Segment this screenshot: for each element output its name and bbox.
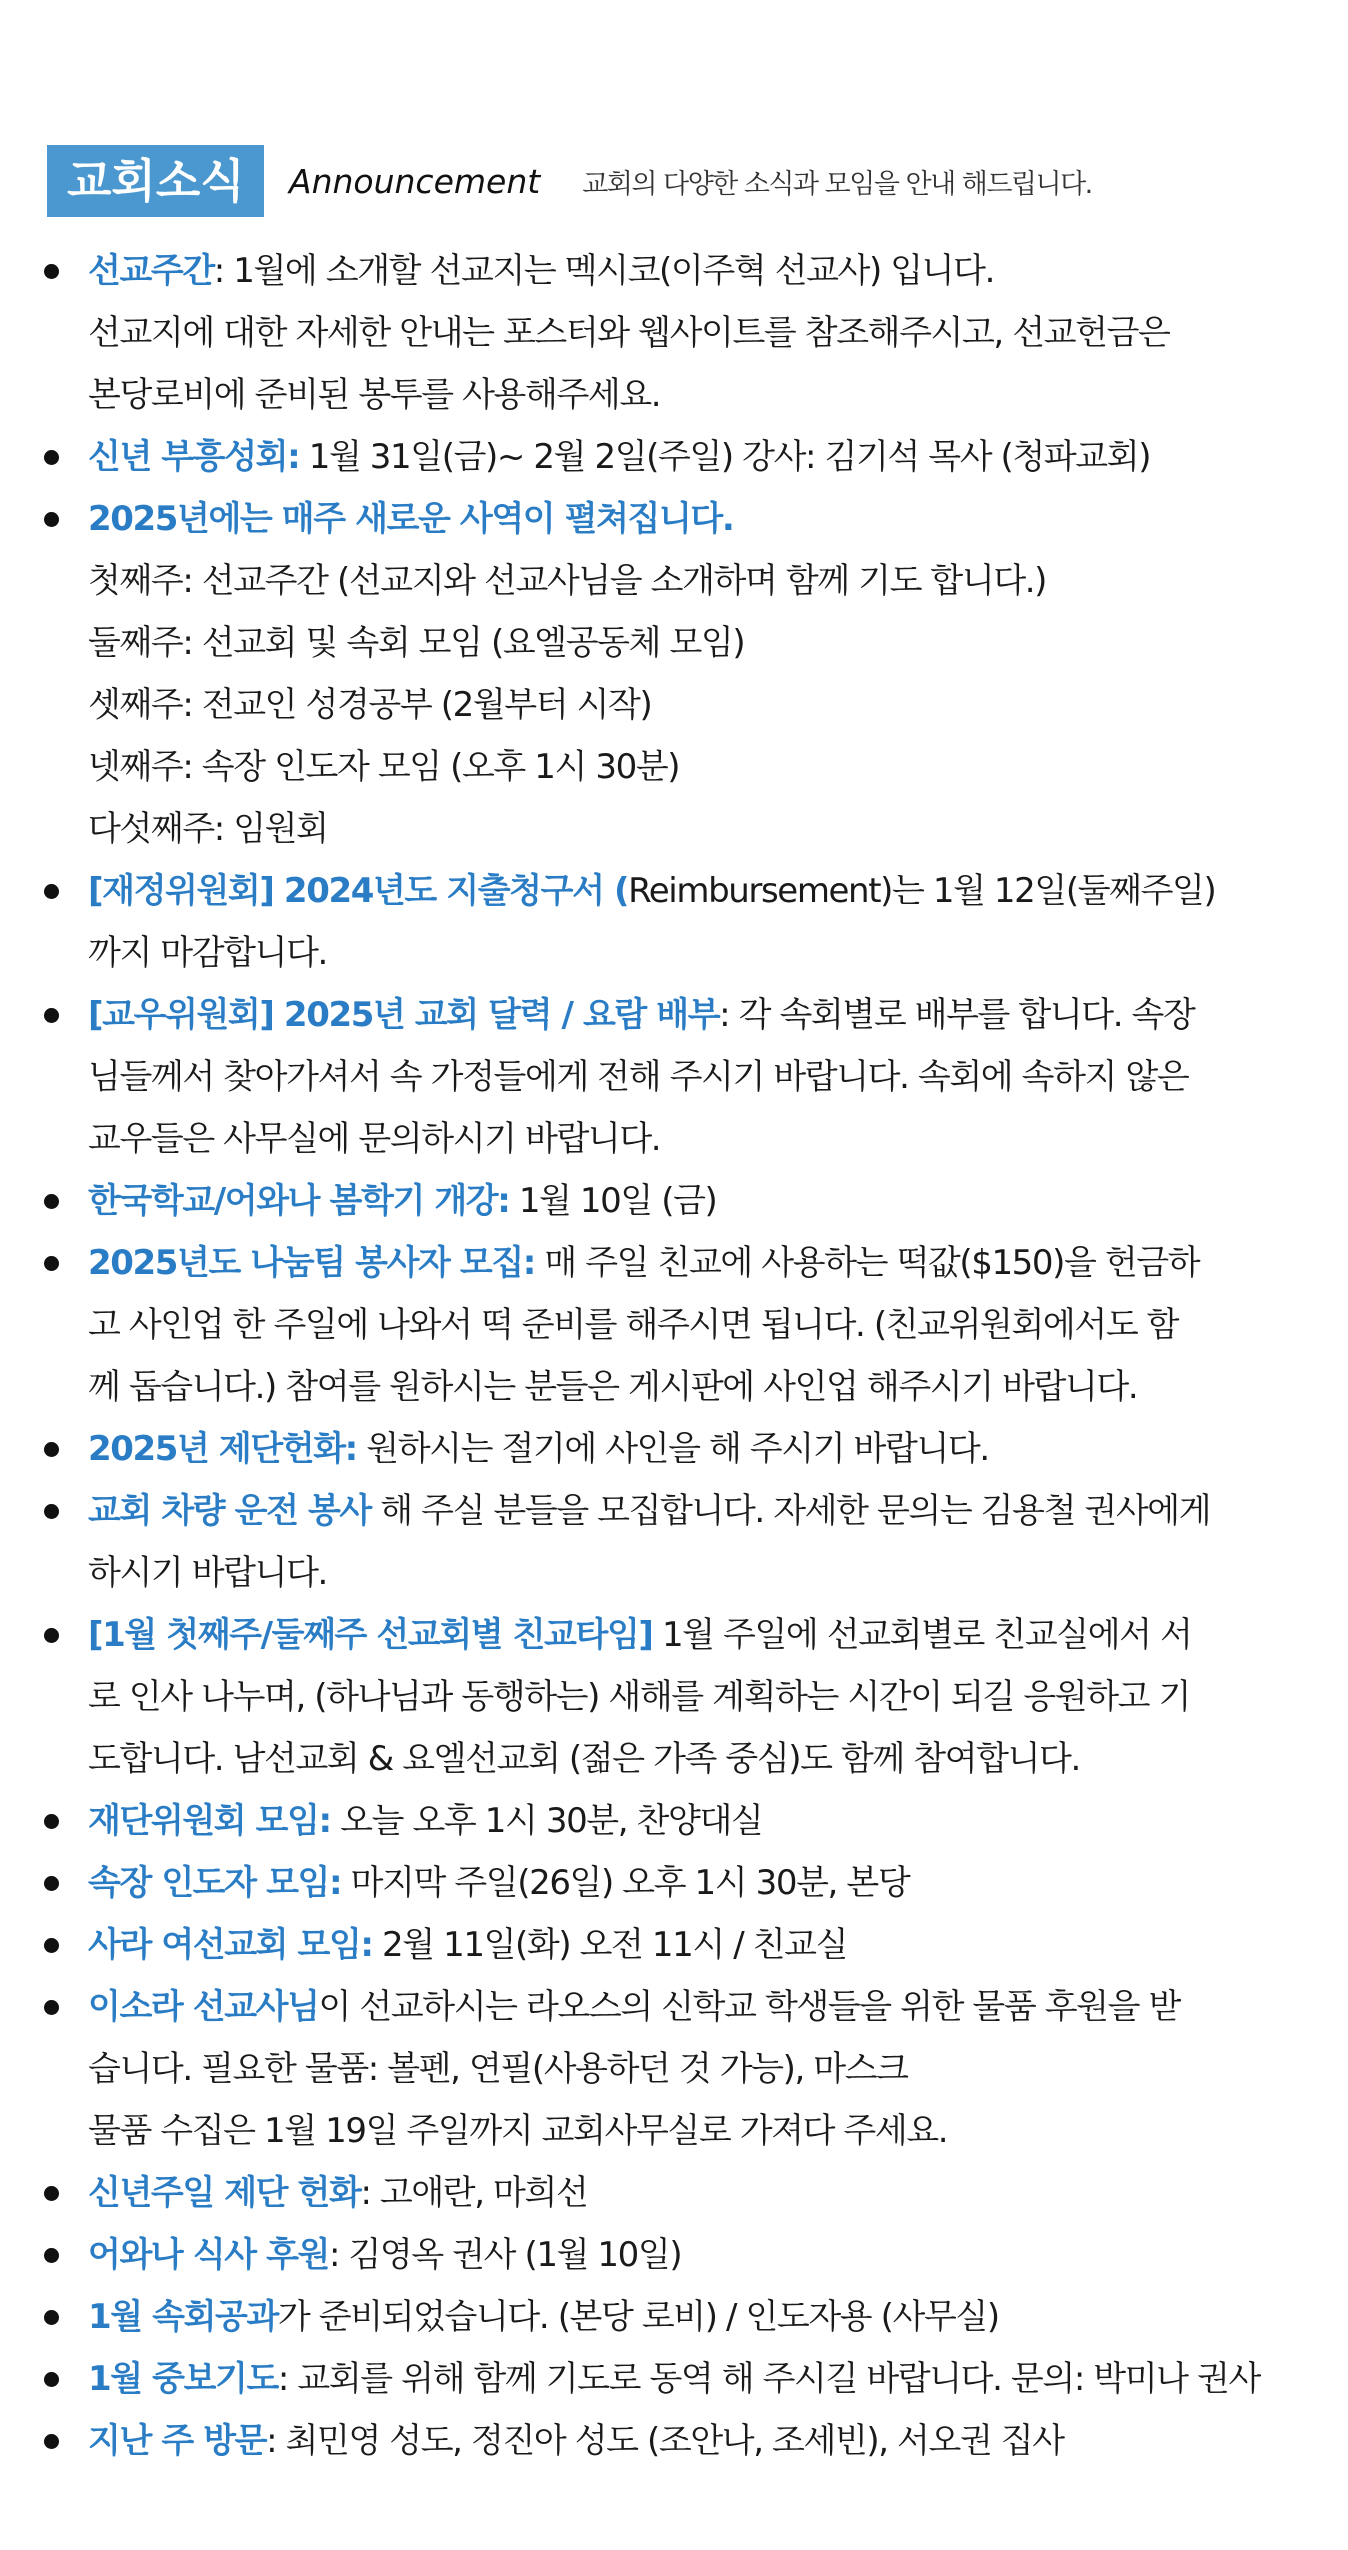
- announcement-item: [0, 2224, 1348, 2286]
- announcement-line: [88, 1232, 1308, 1294]
- bullet-icon: [44, 1194, 59, 1209]
- announcement-line: [88, 612, 1308, 674]
- announcement-item: [0, 984, 1348, 1170]
- announcement-line: [88, 2162, 1308, 2224]
- announcement-line: [88, 1542, 1308, 1604]
- announcement-line: [88, 1108, 1308, 1170]
- announcement-text: 로 인사 나누며, (하나님과 동행하는) 새해를 계획하는 시간이 되길 응원하고 기: [88, 1677, 1190, 1717]
- announcement-text: 선교지에 대한 자세한 안내는 포스터와 웹사이트를 참조해주시고, 선교헌금은: [88, 313, 1170, 353]
- announcement-line: [88, 2348, 1308, 2410]
- announcement-text: 습니다. 필요한 물품: 볼펜, 연필(사용하던 것 가능), 마스크: [88, 2049, 908, 2089]
- announcement-text: 다섯째주: 임원회: [88, 809, 328, 849]
- announcement-line: [88, 1852, 1308, 1914]
- announcement-highlight: [교우위원회] 2025년 교회 달력 / 요람 배부: [88, 995, 720, 1035]
- announcement-item: [0, 2348, 1348, 2410]
- announcement-text: 본당로비에 준비된 봉투를 사용해주세요.: [88, 375, 661, 415]
- announcement-text: : 교회를 위해 함께 기도로 동역 해 주시길 바랍니다. 문의: 박미나 권사: [277, 2359, 1260, 2399]
- announcement-highlight: [1월 첫째주/둘째주 선교회별 친교타임]: [88, 1615, 653, 1655]
- bullet-icon: [44, 512, 59, 527]
- announcement-line: [88, 2410, 1308, 2472]
- announcement-line: [88, 798, 1308, 860]
- bullet-icon: [44, 2248, 59, 2263]
- announcement-line: [88, 1480, 1308, 1542]
- announcement-line: [88, 1790, 1308, 1852]
- announcement-highlight: 재단위원회 모임:: [88, 1801, 331, 1841]
- announcement-text: : 최민영 성도, 정진아 성도 (조안나, 조세빈), 서오권 집사: [266, 2421, 1064, 2461]
- announcement-line: [88, 2224, 1308, 2286]
- bullet-icon: [44, 1442, 59, 1457]
- section-subtitle: 교회의 다양한 소식과 모임을 안내 해드립니다.: [582, 168, 1092, 200]
- announcement-text: 도합니다. 남선교회 & 요엘선교회 (젊은 가족 중심)도 함께 참여합니다.: [88, 1739, 1080, 1779]
- announcement-text: 원하시는 절기에 사인을 해 주시기 바랍니다.: [356, 1429, 989, 1469]
- bullet-icon: [44, 1876, 59, 1891]
- announcement-highlight: 사라 여선교회 모임:: [88, 1925, 373, 1965]
- bullet-icon: [44, 450, 59, 465]
- announcement-text: 님들께서 찾아가셔서 속 가정들에게 전해 주시기 바랍니다. 속회에 속하지 않은: [88, 1057, 1189, 1097]
- section-header: [47, 145, 1092, 217]
- announcement-line: [88, 984, 1308, 1046]
- bullet-icon: [44, 1008, 59, 1023]
- announcement-highlight: 2025년도 나눔팀 봉사자 모집:: [88, 1243, 535, 1283]
- announcement-text: 까지 마감합니다.: [88, 933, 327, 973]
- announcement-highlight: 1월 속회공과: [88, 2297, 278, 2337]
- announcement-text: 해 주실 분들을 모집합니다. 자세한 문의는 김용철 권사에게: [370, 1491, 1211, 1531]
- announcement-line: [88, 1294, 1308, 1356]
- announcement-line: [88, 736, 1308, 798]
- announcement-line: [88, 426, 1308, 488]
- announcement-text: 1월 10일 (금): [509, 1181, 717, 1221]
- section-title: 교회소식: [47, 145, 264, 217]
- announcement-text: : 각 속회별로 배부를 합니다. 속장: [719, 995, 1195, 1035]
- announcement-line: [88, 1666, 1308, 1728]
- bullet-icon: [44, 1504, 59, 1519]
- bullet-icon: [44, 2372, 59, 2387]
- announcement-text: 넷째주: 속장 인도자 모임 (오후 1시 30분): [88, 747, 680, 787]
- announcement-highlight: 지난 주 방문: [88, 2421, 267, 2461]
- announcement-item: [0, 488, 1348, 860]
- announcement-text: : 김영옥 권사 (1월 10일): [328, 2235, 682, 2275]
- announcement-line: [88, 2038, 1308, 2100]
- announcement-item: [0, 1480, 1348, 1604]
- announcement-item: [0, 1604, 1348, 1790]
- announcement-text: 교우들은 사무실에 문의하시기 바랍니다.: [88, 1119, 661, 1159]
- bullet-icon: [44, 2434, 59, 2449]
- announcement-item: [0, 1790, 1348, 1852]
- announcement-item: [0, 2286, 1348, 2348]
- announcement-highlight: 어와나 식사 후원: [88, 2235, 329, 2275]
- announcement-text: : 고애란, 마희선: [360, 2173, 588, 2213]
- announcement-highlight: 이소라 선교사님: [88, 1987, 319, 2027]
- announcement-text: 1월 주일에 선교회별로 친교실에서 서: [652, 1615, 1192, 1655]
- bullet-icon: [44, 264, 59, 279]
- announcement-highlight: 교회 차량 운전 봉사: [88, 1491, 371, 1531]
- announcement-line: [88, 1728, 1308, 1790]
- announcement-item: [0, 240, 1348, 426]
- announcement-text: 둘째주: 선교회 및 속회 모임 (요엘공동체 모임): [88, 623, 745, 663]
- announcement-item: [0, 1170, 1348, 1232]
- announcement-line: [88, 488, 1308, 550]
- bullet-icon: [44, 884, 59, 899]
- announcement-text: : 1월에 소개할 선교지는 멕시코(이주혁 선교사) 입니다.: [213, 251, 994, 291]
- announcement-item: [0, 1914, 1348, 1976]
- bullet-icon: [44, 2186, 59, 2201]
- announcement-text: 매 주일 친교에 사용하는 떡값($150)을 헌금하: [534, 1243, 1200, 1283]
- announcement-line: [88, 302, 1308, 364]
- announcement-item: [0, 1418, 1348, 1480]
- bullet-icon: [44, 1938, 59, 1953]
- announcement-text: 하시기 바랍니다.: [88, 1553, 327, 1593]
- announcement-item: [0, 1976, 1348, 2162]
- announcement-item: [0, 1852, 1348, 1914]
- announcement-highlight: [재정위원회] 2024년도 지출청구서 (: [88, 871, 629, 911]
- announcement-text: 마지막 주일(26일) 오후 1시 30분, 본당: [341, 1863, 910, 1903]
- announcement-text: 께 돕습니다.) 참여를 원하시는 분들은 게시판에 사인업 해주시기 바랍니다.: [88, 1367, 1138, 1407]
- announcement-highlight: 신년주일 제단 헌화: [88, 2173, 361, 2213]
- announcement-item: [0, 2410, 1348, 2472]
- bullet-icon: [44, 1628, 59, 1643]
- announcement-line: [88, 1914, 1308, 1976]
- announcement-highlight: 한국학교/어와나 봄학기 개강:: [88, 1181, 510, 1221]
- announcement-text: Reimbursement)는 1월 12일(둘째주일): [628, 871, 1216, 911]
- announcement-text: 고 사인업 한 주일에 나와서 떡 준비를 해주시면 됩니다. (친교위원회에서도 함: [88, 1305, 1179, 1345]
- announcement-line: [88, 2286, 1308, 2348]
- announcement-list: [0, 240, 1348, 2472]
- announcement-line: [88, 2100, 1308, 2162]
- announcement-text: 가 준비되었습니다. (본당 로비) / 인도자용 (사무실): [277, 2297, 999, 2337]
- announcement-text: 물품 수집은 1월 19일 주일까지 교회사무실로 가져다 주세요.: [88, 2111, 948, 2151]
- announcement-line: [88, 1604, 1308, 1666]
- announcement-highlight: 1월 중보기도: [88, 2359, 278, 2399]
- announcement-line: [88, 1356, 1308, 1418]
- section-title-english: Announcement: [289, 161, 541, 201]
- bullet-icon: [44, 1256, 59, 1271]
- announcement-line: [88, 860, 1308, 922]
- announcement-highlight: 신년 부흥성회:: [88, 437, 300, 477]
- bullet-icon: [44, 2000, 59, 2015]
- announcement-item: [0, 426, 1348, 488]
- announcement-text: 오늘 오후 1시 30분, 찬양대실: [330, 1801, 763, 1841]
- announcement-line: [88, 1170, 1308, 1232]
- announcement-line: [88, 240, 1308, 302]
- announcement-line: [88, 1418, 1308, 1480]
- bullet-icon: [44, 1814, 59, 1829]
- announcement-line: [88, 674, 1308, 736]
- announcement-highlight: 속장 인도자 모임:: [88, 1863, 342, 1903]
- announcement-highlight: 2025년 제단헌화:: [88, 1429, 357, 1469]
- announcement-text: 2월 11일(화) 오전 11시 / 친교실: [372, 1925, 848, 1965]
- announcement-line: [88, 1046, 1308, 1108]
- announcement-line: [88, 364, 1308, 426]
- announcement-text: 첫째주: 선교주간 (선교지와 선교사님을 소개하며 함께 기도 합니다.): [88, 561, 1047, 601]
- announcement-item: [0, 860, 1348, 984]
- announcement-line: [88, 1976, 1308, 2038]
- announcement-text: 셋째주: 전교인 성경공부 (2월부터 시작): [88, 685, 652, 725]
- announcement-item: [0, 1232, 1348, 1418]
- announcement-highlight: 선교주간: [88, 251, 214, 291]
- announcement-highlight: 2025년에는 매주 새로운 사역이 펼쳐집니다.: [88, 499, 734, 539]
- announcement-item: [0, 2162, 1348, 2224]
- announcement-line: [88, 550, 1308, 612]
- announcement-line: [88, 922, 1308, 984]
- announcement-text: 1월 31일(금)~ 2월 2일(주일) 강사: 김기석 목사 (청파교회): [299, 437, 1151, 477]
- bullet-icon: [44, 2310, 59, 2325]
- announcement-text: 이 선교하시는 라오스의 신학교 학생들을 위한 물품 후원을 받: [318, 1987, 1180, 2027]
